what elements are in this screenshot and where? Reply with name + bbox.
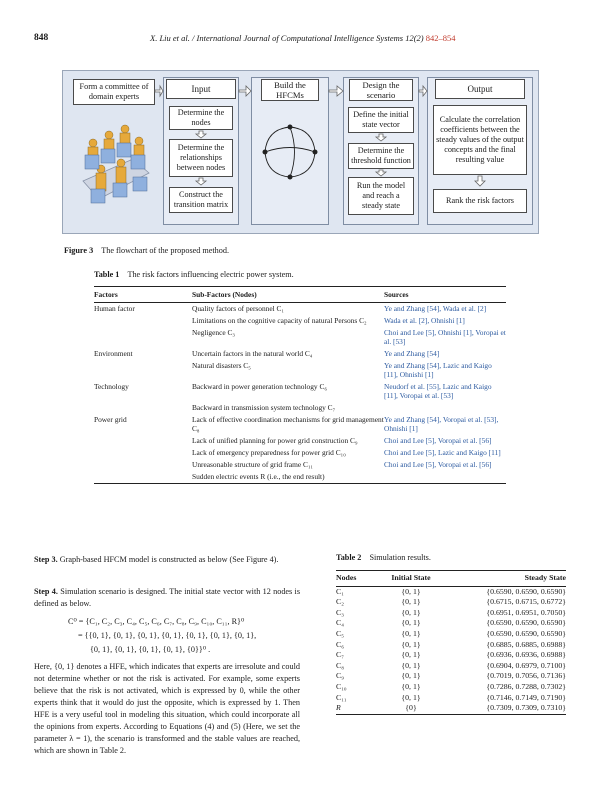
page-range-link[interactable]: 842–854 <box>425 33 456 43</box>
table1-caption <box>94 270 294 279</box>
cell-initial: {0, 1} <box>401 692 421 702</box>
table-row <box>94 435 506 447</box>
cell-factor: Power grid <box>94 415 127 424</box>
cell-node: C₈ <box>336 660 344 670</box>
hfcm-title: Build the HFCMs <box>261 79 319 101</box>
table1-header: Sub-Factors (Nodes) <box>192 287 384 303</box>
table1-header: Factors <box>94 287 192 303</box>
table-row <box>94 414 506 435</box>
step-run-model: Run the model and reach a steady state <box>348 177 414 215</box>
cell-node: C₁ <box>336 586 344 596</box>
cell-factor <box>94 435 192 447</box>
cell-factor <box>94 327 192 348</box>
cell-source[interactable]: Choi and Lee [5], Voropai et al. [56] <box>384 460 492 469</box>
output-title: Output <box>435 79 525 99</box>
step-determine-nodes: Determine the nodes <box>169 106 233 130</box>
committee-box: Form a committee of domain experts <box>73 79 155 105</box>
cell-initial: {0, 1} <box>401 597 421 607</box>
table2-header: Nodes <box>336 571 376 587</box>
cell-sub: Lack of effective coordination mechanisms for grid management C₈ <box>192 415 384 433</box>
table2-header: Steady State <box>446 571 566 587</box>
equation-line-2: = {{0, 1}, {0, 1}, {0, 1}, {0, 1}, {0, 1}, {0, 1}, {0, 1}, <box>78 631 257 640</box>
cell-node: C₃ <box>336 607 344 617</box>
page-number: 848 <box>34 33 49 43</box>
step-correlation: Calculate the correlation coefficients between the steady values of the output concepts and the final resulting value <box>433 105 527 175</box>
table-row <box>336 597 566 608</box>
cell-source[interactable] <box>384 402 506 414</box>
cell-factor <box>94 402 192 414</box>
table-row <box>94 327 506 348</box>
cell-steady: {0.6951, 0.6951, 0.7050} <box>486 607 566 617</box>
step3-text: Graph-based HFCM model is constructed as below (See Figure 4). <box>59 555 279 564</box>
equation-line-3: {0, 1}, {0, 1}, {0, 1}, {0, 1}, {0}}⁰ . <box>90 645 211 654</box>
cell-factor <box>94 447 192 459</box>
cell-source[interactable]: Ye and Zhang [54], Wada et al. [2] <box>384 304 487 313</box>
cell-sub: Uncertain factors in the natural world C₄ <box>192 349 313 358</box>
cell-source[interactable]: Choi and Lee [5], Ohnishi [1], Voropai et al. [53] <box>384 328 506 346</box>
step3-paragraph <box>34 554 300 566</box>
cell-factor <box>94 459 192 471</box>
cell-source[interactable]: Choi and Lee [5], Lazic and Kaigo [11] <box>384 448 501 457</box>
cell-source[interactable] <box>384 471 506 484</box>
cell-sub: Backward in power generation technology C₆ <box>192 382 327 391</box>
table-row <box>94 459 506 471</box>
table-row <box>94 303 506 316</box>
cell-node: C₇ <box>336 650 344 660</box>
cell-factor <box>94 471 192 484</box>
table1-header: Sources <box>384 287 506 303</box>
cell-sub: Unreasonable structure of grid frame C₁₁ <box>192 460 314 469</box>
cell-steady: {0.7146, 0.7149, 0.7190} <box>486 692 566 702</box>
table1-header-row <box>94 287 506 303</box>
cell-node: R <box>336 703 376 714</box>
figure-caption-text: The flowchart of the proposed method. <box>101 246 230 255</box>
cell-steady: {0.7309, 0.7309, 0.7310} <box>446 703 566 714</box>
table-row <box>336 608 566 619</box>
cell-initial: {0, 1} <box>401 618 421 628</box>
table-row <box>336 629 566 640</box>
table-row <box>336 618 566 629</box>
step-determine-relationships: Determine the relationships between nodes <box>169 139 233 177</box>
table2 <box>336 570 566 715</box>
table-row <box>94 447 506 459</box>
table-row <box>336 586 566 597</box>
cell-node: C₉ <box>336 671 344 681</box>
cell-steady: {0.7286, 0.7288, 0.7302} <box>486 681 566 691</box>
equation-line-1: C⁰ = {C₁, C₂, C₃, C₄, C₅, C₆, C₇, C₈, C₉, C₁₀, C₁₁, R}⁰ <box>68 617 245 626</box>
cell-source[interactable]: Choi and Lee [5], Voropai et al. [56] <box>384 436 492 445</box>
cell-initial: {0, 1} <box>401 607 421 617</box>
cell-factor: Technology <box>94 382 129 391</box>
cell-node: C₁₁ <box>336 692 347 702</box>
step3-label: Step 3. <box>34 555 58 564</box>
cell-source[interactable]: Wada et al. [2], Ohnishi [1] <box>384 316 465 325</box>
running-head-text: X. Liu et al. / International Journal of Computational Intelligence Systems 12(2) <box>150 33 424 43</box>
cell-initial: {0, 1} <box>401 660 421 670</box>
cell-initial: {0, 1} <box>401 650 421 660</box>
cell-node: C₆ <box>336 639 344 649</box>
cell-initial: {0, 1} <box>401 586 421 596</box>
cell-initial: {0, 1} <box>401 628 421 638</box>
step-define-initial-state: Define the initial state vector <box>348 107 414 133</box>
scenario-title: Design the scenario <box>349 79 413 101</box>
table-row <box>94 402 506 414</box>
cell-sub: Limitations on the cognitive capacity of natural Persons C₂ <box>192 316 367 325</box>
table2-caption <box>336 553 431 562</box>
cell-steady: {0.7019, 0.7056, 0.7136} <box>486 671 566 681</box>
table1 <box>94 286 506 484</box>
explanation-paragraph: Here, {0, 1} denotes a HFE, which indicates that experts are irresolute and could not determine whether or not the risk is activated. For example, some experts believe that the risk is not activated, which is expressed by 0, while the other experts think that it would do just the opposite, which is expressed by 1. Then HFE is a very useful tool in modeling this situation, which could incorporate all the opinions from experts. According to Equations (4) and (5) (Here, we set the parameter λ = 1), the scenario is transformed and the stable values are reached, which are shown in Table 2. <box>34 662 300 755</box>
table-row <box>336 661 566 672</box>
cell-sub: Natural disasters C₅ <box>192 361 251 370</box>
cell-steady: {0.6904, 0.6979, 0.7100} <box>486 660 566 670</box>
cell-node: C₅ <box>336 628 344 638</box>
step-construct-matrix: Construct the transition matrix <box>169 187 233 213</box>
cell-sub: Quality factors of personnel C₁ <box>192 304 285 313</box>
cell-sub: Backward in transmission system technology C₇ <box>192 403 336 412</box>
cell-factor <box>94 315 192 327</box>
cell-sub: Negligence C₃ <box>192 328 236 337</box>
cell-factor <box>94 360 192 381</box>
figure-label: Figure 3 <box>64 246 94 255</box>
running-head <box>150 33 456 43</box>
step-rank-factors: Rank the risk factors <box>433 189 527 213</box>
step4-text: Simulation scenario is designed. The initial state vector with 12 nodes is defined as below. <box>34 587 301 608</box>
table-row <box>94 360 506 381</box>
cell-node: C₁₀ <box>336 681 347 691</box>
cell-sub: Lack of unified planning for power grid construction C₉ <box>192 436 358 445</box>
table-row <box>94 315 506 327</box>
input-title: Input <box>166 79 236 99</box>
table-row <box>336 650 566 661</box>
flow-arrows <box>63 71 538 233</box>
cell-initial: {0} <box>376 703 446 714</box>
table-row <box>94 471 506 484</box>
cell-node: C₄ <box>336 618 344 628</box>
cell-steady: {0.6936, 0.6936, 0.6988} <box>486 650 566 660</box>
table1-label: Table 1 <box>94 270 120 279</box>
step-threshold-function: Determine the threshold function <box>348 143 414 169</box>
table-row <box>336 703 566 714</box>
cell-initial: {0, 1} <box>401 671 421 681</box>
table2-label: Table 2 <box>336 553 362 562</box>
cell-source[interactable]: Neudorf et al. [55], Lazic and Kaigo [11], Voropai et al. [53] <box>384 382 492 400</box>
figure-caption <box>64 246 229 255</box>
cell-steady: {0.6590, 0.6590, 0.6590} <box>486 618 566 628</box>
table-row <box>336 682 566 693</box>
table-row <box>94 381 506 402</box>
table2-header-row <box>336 571 566 587</box>
step4-paragraph <box>34 586 300 610</box>
cell-factor: Human factor <box>94 304 135 313</box>
cell-steady: {0.6715, 0.6715, 0.6772} <box>486 597 566 607</box>
cell-source[interactable]: Ye and Zhang [54], Lazic and Kaigo [11], Ohnishi [1] <box>384 361 492 379</box>
table-row <box>336 640 566 651</box>
cell-sub: Lack of emergency preparedness for power grid C₁₀ <box>192 448 346 457</box>
table1-caption-text: The risk factors influencing electric power system. <box>127 270 294 279</box>
table-row <box>336 671 566 682</box>
cell-source[interactable]: Ye and Zhang [54], Voropai et al. [53], Ohnishi [1] <box>384 415 499 433</box>
cell-factor: Environment <box>94 349 133 358</box>
table-row <box>336 693 566 704</box>
table-row <box>94 348 506 360</box>
step4-label: Step 4. <box>34 587 58 596</box>
table2-header: Initial State <box>376 571 446 587</box>
table2-caption-text: Simulation results. <box>369 553 431 562</box>
cell-sub: Sudden electric events R (i.e., the end result) <box>192 471 384 484</box>
cell-steady: {0.6590, 0.6590, 0.6590} <box>486 628 566 638</box>
cell-steady: {0.6885, 0.6885, 0.6988} <box>486 639 566 649</box>
cell-initial: {0, 1} <box>401 639 421 649</box>
cell-source[interactable]: Ye and Zhang [54] <box>384 349 440 358</box>
flowchart <box>62 70 539 234</box>
cell-initial: {0, 1} <box>401 681 421 691</box>
cell-node: C₂ <box>336 597 344 607</box>
cell-steady: {0.6590, 0.6590, 0.6590} <box>486 586 566 596</box>
